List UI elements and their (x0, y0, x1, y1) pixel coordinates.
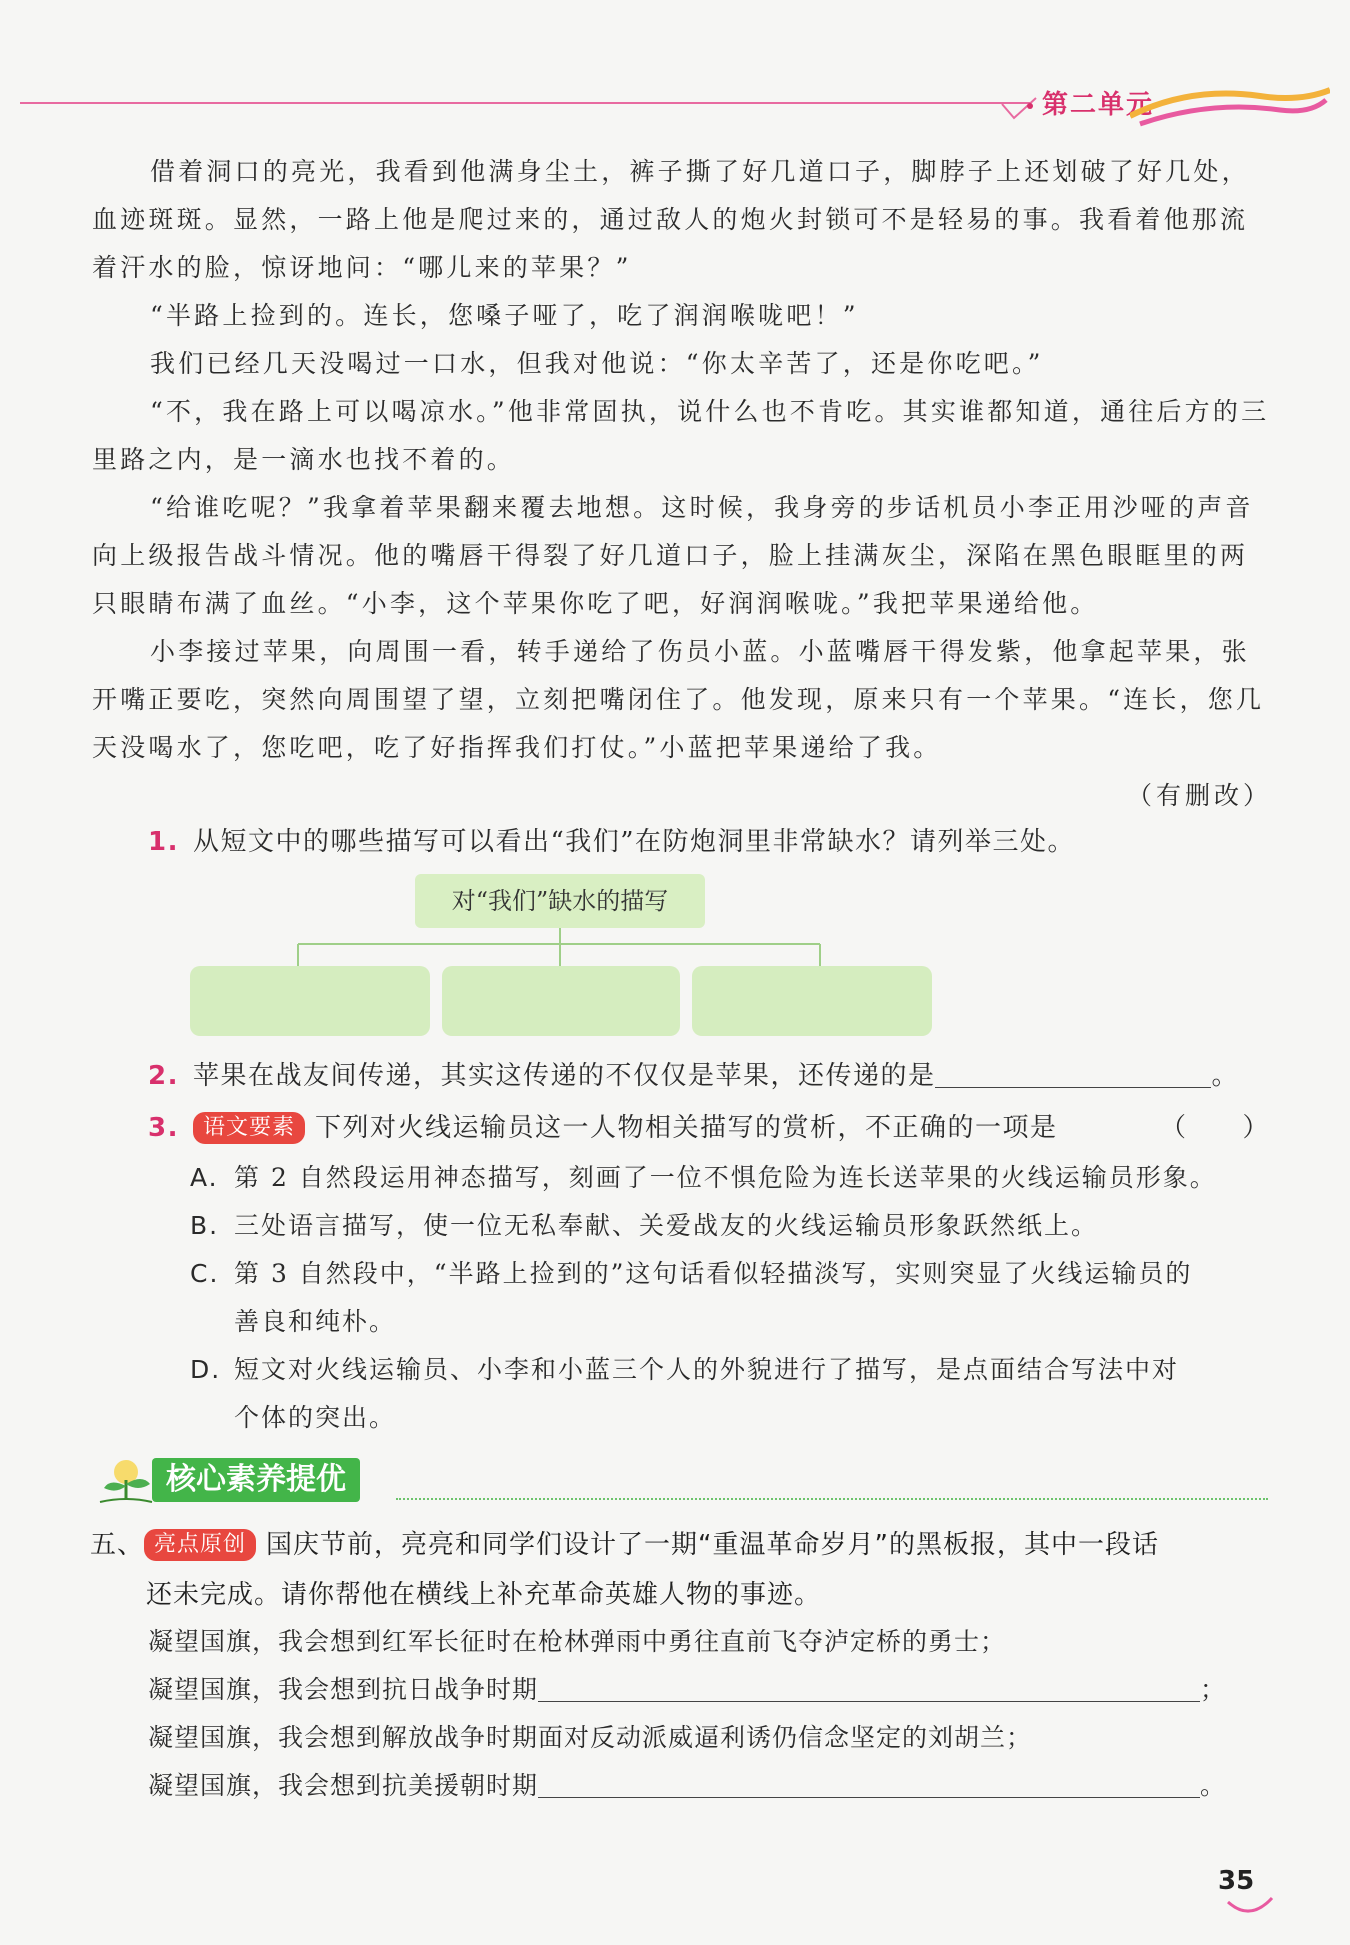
option-d[interactable] (190, 1346, 1270, 1442)
answer-blank[interactable] (538, 1671, 1200, 1702)
question-number: 1. (148, 827, 179, 857)
option-text: 第 3 自然段中，“半路上捡到的”这句话看似轻描淡写，实则突显了火线运输员的 (234, 1259, 1193, 1288)
question-3 (148, 1104, 1270, 1152)
answer-box-3[interactable] (692, 966, 932, 1036)
fill-line-2 (148, 1666, 1226, 1714)
checkmark-icon (1000, 96, 1040, 126)
question-number: 3. (148, 1113, 179, 1143)
punctuation: ； (1200, 1675, 1227, 1704)
question-text: 从短文中的哪些描写可以看出“我们”在防炮洞里非常缺水？请列举三处。 (192, 827, 1076, 857)
sprout-icon (96, 1456, 156, 1506)
answer-paren[interactable]: （ ） (1159, 1113, 1270, 1143)
question-number: 五、 (90, 1530, 145, 1560)
option-text: 第 2 自然段运用神态描写，刻画了一位不惧危险为连长送苹果的火线运输员形象。 (234, 1163, 1217, 1192)
category-badge: 亮点原创 (144, 1529, 256, 1561)
option-text-continued: 善良和纯朴。 (234, 1307, 397, 1336)
paragraph: 我们已经几天没喝过一口水，但我对他说：“你太辛苦了，还是你吃吧。” (150, 349, 1044, 378)
question-text: 苹果在战友间传递，其实这传递的不仅仅是苹果，还传递的是 (192, 1061, 936, 1091)
diagram-title: 对“我们”缺水的描写 (415, 874, 705, 928)
option-c[interactable] (190, 1250, 1270, 1346)
paragraph: 小李接过苹果，向周围一看，转手递给了伤员小蓝。小蓝嘴唇干得发紫，他拿起苹果，张开嘴正要吃，突然向周围望了望，立刻把嘴闭住了。他发现，原来只有一个苹果。“连长，您几天没喝水了，您吃吧，吃了好指挥我们打仗。”小蓝把苹果递给了我。 (92, 637, 1265, 762)
line-text: 凝望国旗，我会想到红军长征时在枪林弹雨中勇往直前飞夺泸定桥的勇士； (148, 1627, 1007, 1656)
question-text: 国庆节前，亮亮和同学们设计了一期“重温革命岁月”的黑板报，其中一段话 (266, 1530, 1159, 1560)
answer-box-1[interactable] (190, 966, 430, 1036)
question-text: 下列对火线运输员这一人物相关描写的赏析，不正确的一项是 (314, 1113, 1058, 1143)
reading-passage (92, 148, 1272, 820)
question-text-continued: 还未完成。请你帮他在横线上补充革命英雄人物的事迹。 (146, 1580, 822, 1610)
section-banner (96, 1456, 1268, 1506)
option-text-continued: 个体的突出。 (234, 1403, 397, 1432)
category-badge: 语文要素 (193, 1112, 305, 1144)
question-2 (148, 1052, 1239, 1100)
question-5 (90, 1520, 1270, 1620)
answer-blank[interactable] (538, 1767, 1200, 1798)
line-text: 凝望国旗，我会想到抗美援朝时期 (148, 1771, 539, 1800)
page-swoosh-icon (1226, 1896, 1276, 1920)
option-text: 短文对火线运输员、小李和小蓝三个人的外貌进行了描写，是点面结合写法中对 (234, 1355, 1180, 1384)
section-divider (396, 1498, 1268, 1500)
header-rule (20, 102, 1030, 104)
option-a[interactable] (190, 1154, 1270, 1202)
option-letter: D. (190, 1355, 222, 1384)
fill-line-3 (148, 1714, 1032, 1762)
paragraph: “不，我在路上可以喝凉水。”他非常固执，说什么也不肯吃。其实谁都知道，通往后方的三里路之内，是一滴水也找不着的。 (92, 397, 1270, 474)
answer-box-2[interactable] (442, 966, 680, 1036)
option-letter: B. (190, 1211, 220, 1240)
unit-label: 第二单元 (1042, 90, 1155, 120)
option-text: 三处语言描写，使一位无私奉献、关爱战友的火线运输员形象跃然纸上。 (234, 1211, 1099, 1240)
question-1 (148, 818, 1075, 866)
source-note: （有删改） (1126, 781, 1272, 810)
option-letter: C. (190, 1259, 220, 1288)
option-b[interactable] (190, 1202, 1270, 1250)
section-title: 核心素养提优 (152, 1458, 360, 1502)
swoosh-decoration-icon (1130, 86, 1330, 130)
punctuation: 。 (1200, 1771, 1227, 1800)
diagram-connector (290, 928, 830, 970)
punctuation: 。 (1211, 1061, 1239, 1091)
option-letter: A. (190, 1163, 219, 1192)
line-text: 凝望国旗，我会想到抗日战争时期 (148, 1675, 539, 1704)
paragraph: 借着洞口的亮光，我看到他满身尘土，裤子撕了好几道口子，脚脖子上还划破了好几处，血迹斑斑。显然，一路上他是爬过来的，通过敌人的炮火封锁可不是轻易的事。我看着他那流着汗水的脸，惊讶地问：“哪儿来的苹果？” (92, 157, 1250, 282)
fill-line-1 (148, 1618, 1006, 1666)
answer-blank[interactable] (935, 1057, 1211, 1088)
page-number: 35 (1218, 1866, 1255, 1896)
line-text: 凝望国旗，我会想到解放战争时期面对反动派威逼利诱仍信念坚定的刘胡兰； (148, 1723, 1033, 1752)
question-number: 2. (148, 1061, 179, 1091)
paragraph: “给谁吃呢？”我拿着苹果翻来覆去地想。这时候，我身旁的步话机员小李正用沙哑的声音向上级报告战斗情况。他的嘴唇干得裂了好几道口子，脸上挂满灰尘，深陷在黑色眼眶里的两只眼睛布满了血丝。“小李，这个苹果你吃了吧，好润润喉咙。”我把苹果递给他。 (92, 493, 1254, 618)
paragraph: “半路上捡到的。连长，您嗓子哑了，吃了润润喉咙吧！” (150, 301, 859, 330)
fill-line-4 (148, 1762, 1226, 1810)
